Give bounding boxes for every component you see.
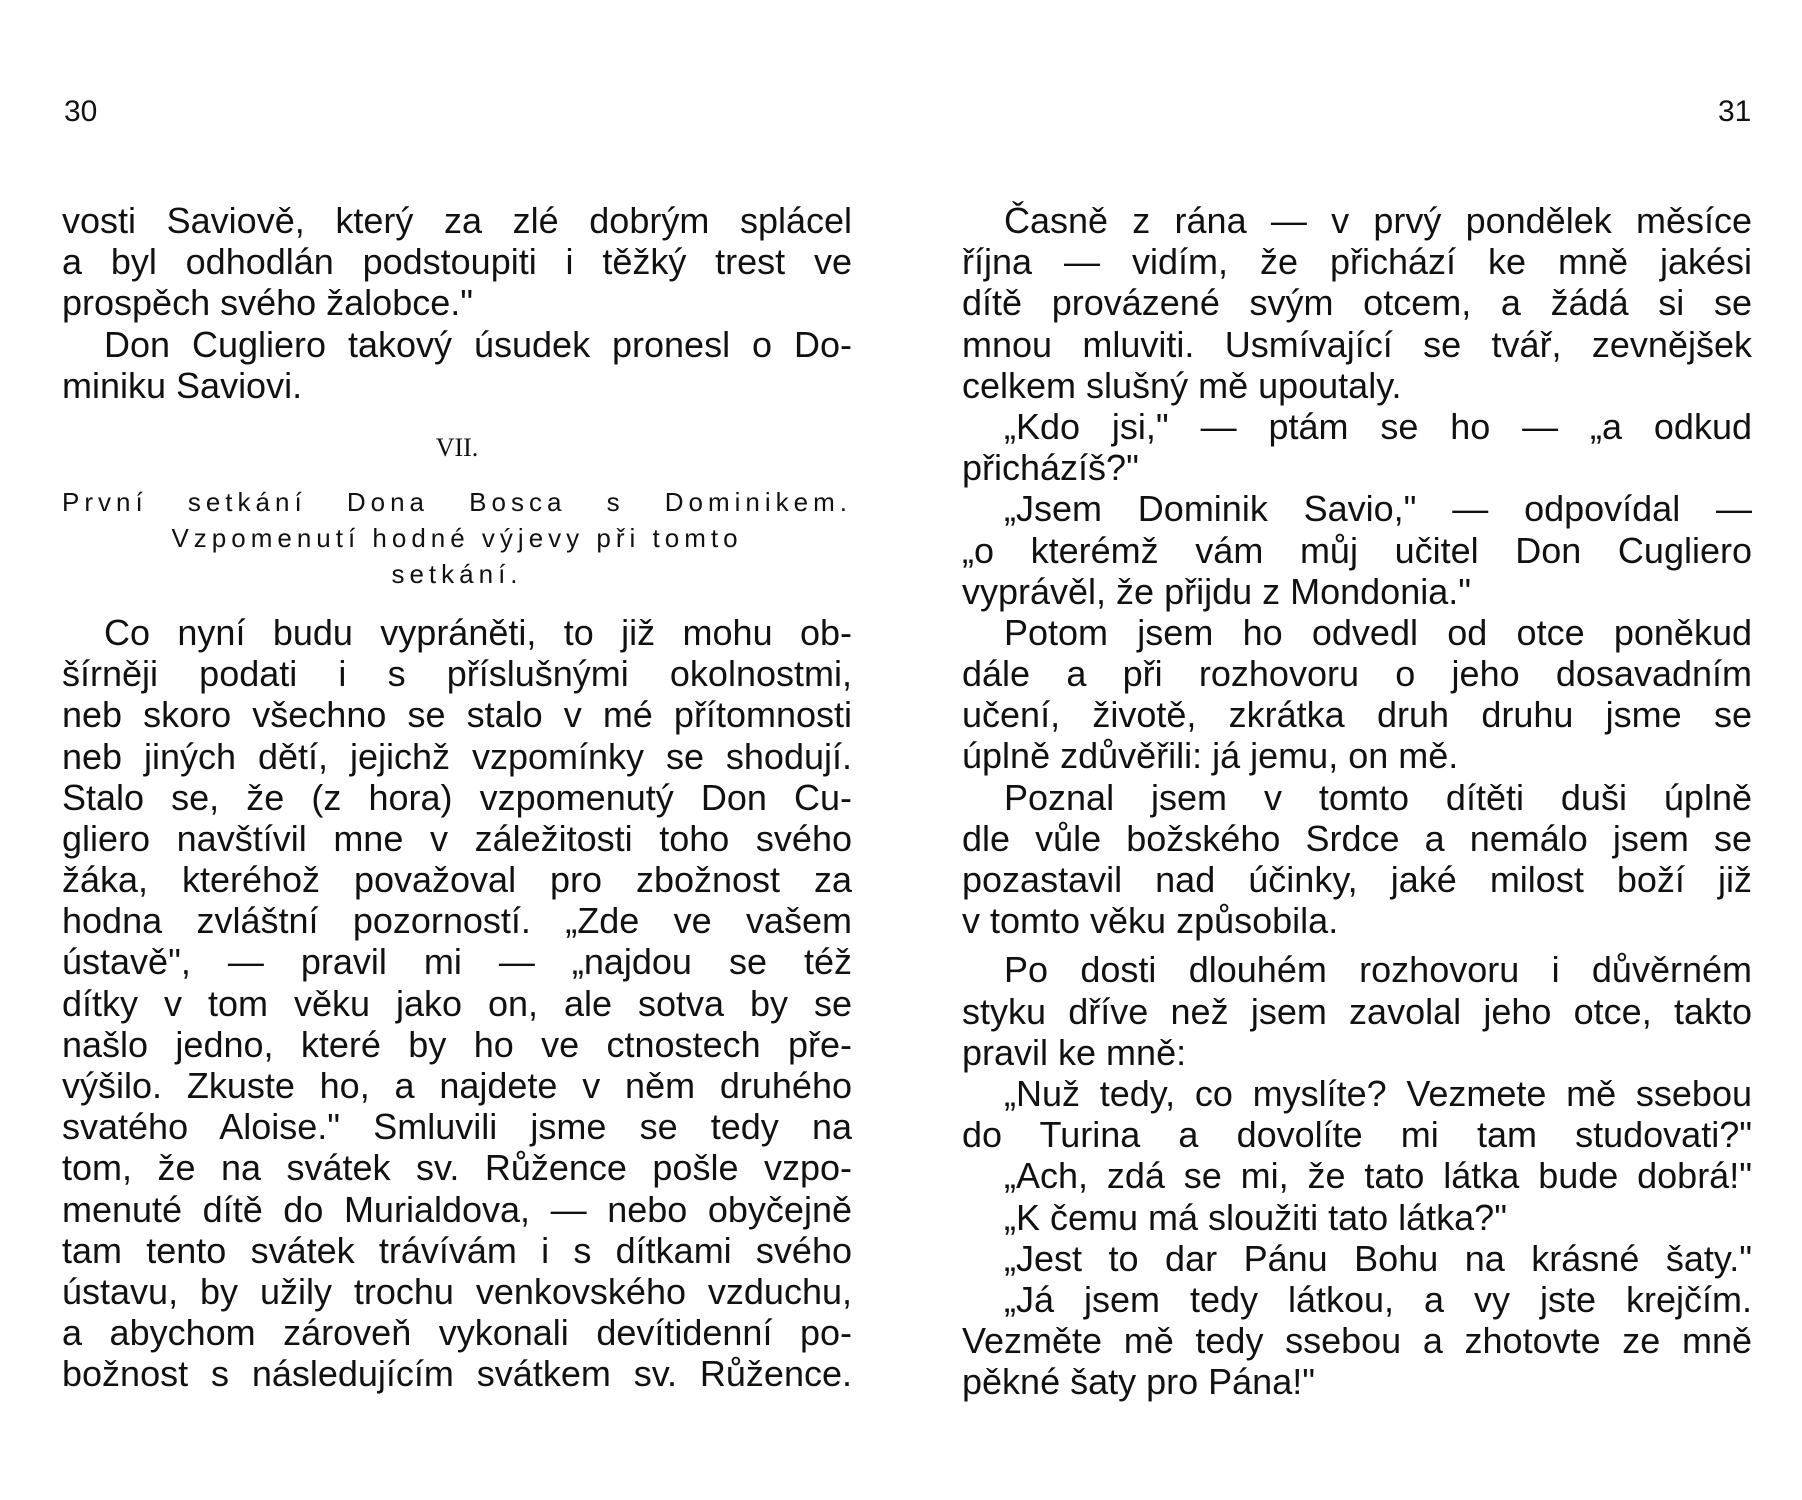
- text-line: „Ach, zdá se mi, že tato látka bude dobrá!": [1004, 1155, 1752, 1197]
- text-line: menuté dítě do Murialdova, — nebo obyčejně: [62, 1188, 852, 1230]
- text-line: učení, životě, zkrátka druh druhu jsme se: [962, 694, 1752, 736]
- text-line: neb jiných dětí, jejichž vzpomínky se shodují.: [62, 735, 852, 777]
- text-line: v tomto věku způsobila.: [962, 900, 1339, 942]
- text-line: do Turina a dovolíte mi tam studovati?": [962, 1114, 1752, 1156]
- text-line: pěkné šaty pro Pána!": [962, 1361, 1316, 1403]
- text-line: Stalo se, že (z hora) vzpomenutý Don Cu-: [62, 776, 852, 818]
- text-line: Časně z rána — v prvý pondělek měsíce: [1004, 200, 1752, 241]
- left-page-text: [62, 200, 852, 1395]
- right-page-number: 31: [1718, 95, 1752, 128]
- left-page-number: 30: [64, 95, 98, 128]
- text-line: tom, že na svátek sv. Růžence pošle vzpo-: [62, 1147, 852, 1189]
- text-line: vyprávěl, že přijdu z Mondonia.": [962, 570, 1472, 612]
- text-line: hodna zvláštní pozorností. „Zde ve vašem: [62, 900, 852, 942]
- text-line: výšilo. Zkuste ho, a najdete v něm druhého: [62, 1065, 852, 1106]
- text-line: dítky v tom věku jako on, ale sotva by se: [62, 982, 852, 1024]
- text-line: „Jest to dar Pánu Bohu na krásné šaty.": [1004, 1237, 1752, 1279]
- text-line: ústavu, by užily trochu venkovského vzduchu,: [62, 1270, 852, 1312]
- text-line: žáka, kteréhož považoval pro zbožnost za: [62, 859, 852, 901]
- text-line: Po dosti dlouhém rozhovoru i důvěrném: [1004, 949, 1752, 991]
- text-line: svatého Aloise." Smluvili jsme se tedy na: [62, 1106, 852, 1148]
- text-line: vosti Saviově, který za zlé dobrým splácel: [62, 200, 852, 241]
- text-line: šírněji podati i s příslušnými okolnostmi,: [62, 653, 852, 695]
- text-line: Don Cugliero takový úsudek pronesl o Do-: [104, 323, 852, 365]
- text-line: styku dříve než jsem zavolal jeho otce, takto: [962, 990, 1752, 1032]
- text-line: Co nyní budu vypráněti, to již mohu ob-: [104, 611, 852, 653]
- chapter-title: [62, 484, 852, 592]
- text-line: tam tento svátek trávívám i s dítkami svého: [62, 1229, 852, 1271]
- chapter-title-line: První setkání Dona Bosca s Dominikem.: [62, 486, 852, 517]
- text-line: dle vůle božského Srdce a nemálo jsem se: [962, 817, 1752, 859]
- text-line: dále a při rozhovoru o jeho dosavadním: [962, 653, 1752, 695]
- chapter-title-line: Vzpomenutí hodné výjevy při tomto: [171, 522, 743, 553]
- text-line: a byl odhodlán podstoupiti i těžký trest ve: [62, 241, 852, 283]
- text-line: pozastavil nad účinky, jaké milost boží již: [962, 859, 1752, 900]
- text-line: „Já jsem tedy látkou, a vy jste krejčím.: [1004, 1278, 1752, 1320]
- text-line: mnou mluviti. Usmívající se tvář, zevnějšek: [962, 323, 1752, 365]
- text-line: „K čemu má sloužiti tato látka?": [1004, 1196, 1507, 1238]
- text-line: prospěch svého žalobce.": [62, 282, 474, 324]
- text-line: božnost s následujícím svátkem sv. Růžence.: [62, 1353, 852, 1395]
- chapter-title-line: setkání.: [391, 558, 523, 589]
- text-line: a abychom zároveň vykonali devítidenní po-: [62, 1312, 852, 1354]
- text-line: našlo jedno, které by ho ve ctnostech pře-: [62, 1023, 852, 1065]
- text-line: neb skoro všechno se stalo v mé přítomnosti: [62, 694, 852, 736]
- text-line: „Kdo jsi," — ptám se ho — „a odkud: [1004, 405, 1752, 447]
- text-line: října — vidím, že přichází ke mně jakési: [962, 241, 1752, 283]
- text-line: dítě provázené svým otcem, a žádá si se: [962, 282, 1752, 324]
- text-line: miniku Saviovi.: [62, 364, 303, 406]
- chapter-number: VII.: [435, 432, 479, 462]
- text-line: gliero navštívil mne v záležitosti toho svého: [62, 817, 852, 859]
- text-line: Potom jsem ho odvedl od otce poněkud: [1004, 611, 1752, 653]
- text-line: pravil ke mně:: [962, 1031, 1187, 1073]
- text-line: „Nuž tedy, co myslíte? Vezmete mě ssebou: [1004, 1072, 1752, 1114]
- text-line: úplně zdůvěřili: já jemu, on mě.: [962, 735, 1459, 777]
- text-line: Vezměte mě tedy ssebou a zhotovte ze mně: [962, 1320, 1752, 1362]
- text-line: Poznal jsem v tomto dítěti duši úplně: [1004, 776, 1752, 818]
- text-line: „Jsem Dominik Savio," — odpovídal —: [1004, 488, 1752, 530]
- text-line: ústavě", — pravil mi — „najdou se též: [62, 941, 852, 983]
- text-line: celkem slušný mě upoutaly.: [962, 364, 1402, 406]
- text-line: „o kterémž vám můj učitel Don Cugliero: [962, 529, 1752, 571]
- right-page-text: [962, 200, 1752, 1402]
- text-line: přicházíš?": [962, 447, 1139, 489]
